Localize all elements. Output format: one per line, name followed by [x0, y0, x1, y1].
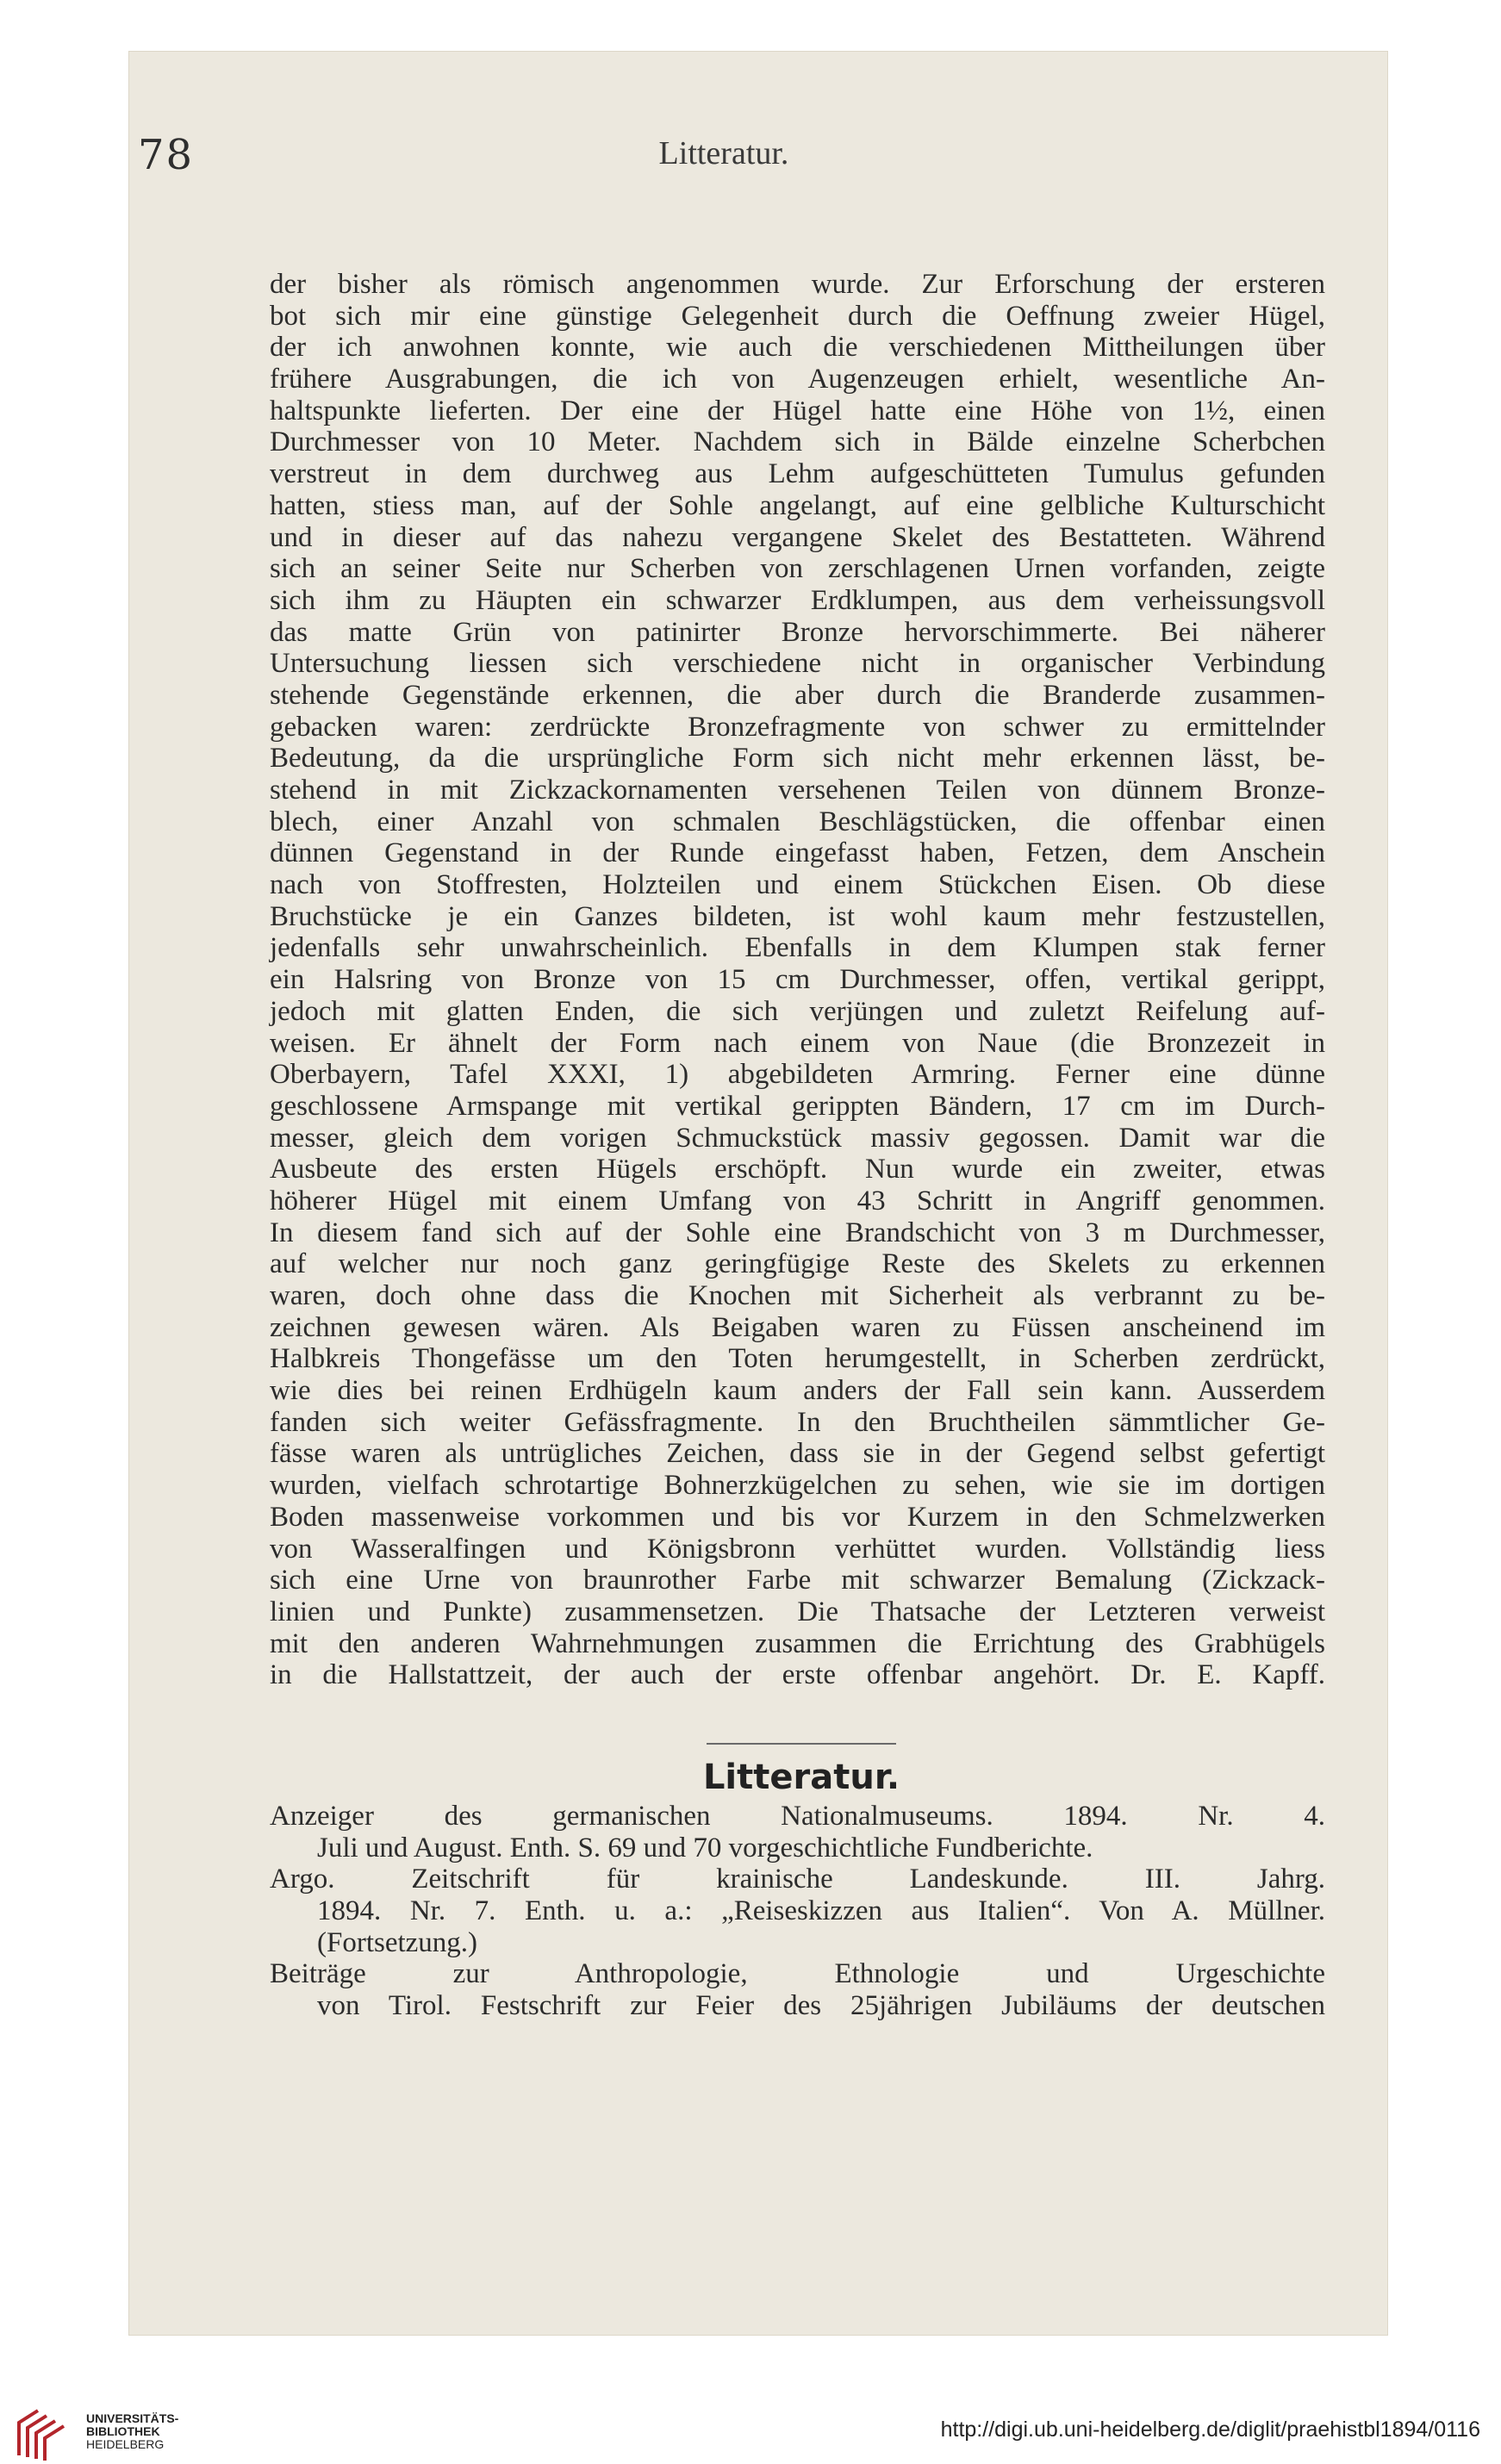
library-logo-icon [12, 2404, 72, 2464]
bibliography-entry [270, 1958, 1325, 2021]
bibliography-list [270, 1801, 1325, 2022]
text-line: sich eine Urne von braunrother Farbe mit schwarzer Bemalung (Zickzack- [270, 1565, 1325, 1596]
section-heading: Litteratur. [702, 1758, 900, 1797]
text-line: Bedeutung, da die ursprüngliche Form sich nicht mehr erkennen lässt, be- [270, 743, 1325, 775]
text-line: ein Halsring von Bronze von 15 cm Durchmesser, offen, vertikal gerippt, [270, 964, 1325, 996]
entry-line: Anzeiger des germanischen Nationalmuseums. 1894. Nr. 4. [270, 1801, 1325, 1832]
text-line: In diesem fand sich auf der Sohle eine Brandschicht von 3 m Durchmesser, [270, 1216, 1325, 1248]
text-line: und in dieser auf das nahezu vergangene Skelet des Bestatteten. Während [270, 521, 1325, 553]
text-line: Durchmesser von 10 Meter. Nachdem sich in Bälde einzelne Scherbchen [270, 426, 1325, 458]
entry-line: (Fortsetzung.) [317, 1926, 478, 1958]
text-line: der bisher als römisch angenommen wurde. Zur Erforschung der ersteren [270, 269, 1325, 300]
text-line: fässe waren als untrügliches Zeichen, dass sie in der Gegend selbst gefertigt [270, 1438, 1325, 1470]
text-line: haltspunkte lieferten. Der eine der Hügel hatte eine Höhe von 1½, einen [270, 395, 1325, 426]
text-line: mit den anderen Wahrnehmungen zusammen die Errichtung des Grabhügels [270, 1627, 1325, 1659]
text-line: messer, gleich dem vorigen Schmuckstück massiv gegossen. Damit war die [270, 1122, 1325, 1154]
text-line: zeichnen gewesen wären. Als Beigaben waren zu Füssen anscheinend im [270, 1311, 1325, 1343]
text-line: verstreut in dem durchweg aus Lehm aufgeschütteten Tumulus gefunden [270, 458, 1325, 490]
text-line: geschlossene Armspange mit vertikal gerippten Bändern, 17 cm im Durch- [270, 1090, 1325, 1122]
text-line: das matte Grün von patinirter Bronze hervorschimmerte. Bei näherer [270, 616, 1325, 648]
permalink-url[interactable]: http://digi.ub.uni-heidelberg.de/diglit/praehistbl1894/0116 [940, 2417, 1480, 2442]
library-name-line: HEIDELBERG [86, 2437, 165, 2451]
text-line: wurden, vielfach schrotartige Bohnerzkügelchen zu sehen, wie sie im dortigen [270, 1470, 1325, 1502]
bibliography-entry [270, 1864, 1325, 1958]
text-line: Halbkreis Thongefässe um den Toten herumgestellt, in Scherben zerdrückt, [270, 1343, 1325, 1375]
section-divider [707, 1743, 896, 1745]
text-line: jedoch mit glatten Enden, die sich verjüngen und zuletzt Reifelung auf- [270, 995, 1325, 1027]
page-number: 78 [138, 131, 195, 179]
entry-line: von Tirol. Festschrift zur Feier des 25jährigen Jubiläums der deutschen [317, 1990, 1325, 2022]
text-line: jedenfalls sehr unwahrscheinlich. Ebenfalls in dem Klumpen stak ferner [270, 932, 1325, 964]
text-line: Boden massenweise vorkommen und bis vor Kurzem in den Schmelzwerken [270, 1501, 1325, 1533]
text-line: sich ihm zu Häupten ein schwarzer Erdklumpen, aus dem verheissungsvoll [270, 584, 1325, 616]
text-line: gebacken waren: zerdrückte Bronzefragmente von schwer zu ermittelnder [270, 711, 1325, 743]
text-line: waren, doch ohne dass die Knochen mit Sicherheit als verbrannt zu be- [270, 1280, 1325, 1311]
text-line: Oberbayern, Tafel XXXI, 1) abgebildeten Armring. Ferner eine dünne [270, 1059, 1325, 1091]
text-line: frühere Ausgrabungen, die ich von Augenzeugen erhielt, wesentliche An- [270, 364, 1325, 395]
text-line: von Wasseralfingen und Königsbronn verhüttet wurden. Vollständig liess [270, 1533, 1325, 1565]
library-name-line: UNIVERSITÄTS- [86, 2411, 179, 2425]
library-name [86, 2412, 178, 2451]
text-line: auf welcher nur noch ganz geringfügige Reste des Skelets zu erkennen [270, 1248, 1325, 1280]
text-line: Bruchstücke je ein Ganzes bildeten, ist wohl kaum mehr festzustellen, [270, 900, 1325, 932]
article-body [270, 269, 1325, 1691]
entry-line: Argo. Zeitschrift für krainische Landeskunde. III. Jahrg. [270, 1864, 1325, 1895]
text-line: höherer Hügel mit einem Umfang von 43 Schritt in Angriff genommen. [270, 1185, 1325, 1216]
entry-line: 1894. Nr. 7. Enth. u. a.: „Reiseskizzen aus Italien“. Von A. Müllner. [317, 1895, 1325, 1927]
text-line: sich an seiner Seite nur Scherben von zerschlagenen Urnen vorfanden, zeigte [270, 553, 1325, 585]
text-line: weisen. Er ähnelt der Form nach einem von Naue (die Bronzezeit in [270, 1027, 1325, 1059]
text-line: blech, einer Anzahl von schmalen Beschlägstücken, die offenbar einen [270, 806, 1325, 837]
bibliography-entry [270, 1801, 1325, 1864]
text-line: nach von Stoffresten, Holzteilen und einem Stückchen Eisen. Ob diese [270, 869, 1325, 901]
text-line: der ich anwohnen konnte, wie auch die verschiedenen Mittheilungen über [270, 332, 1325, 364]
entry-line: Beiträge zur Anthropologie, Ethnologie und Urgeschichte [270, 1958, 1325, 1990]
text-line: Untersuchung liessen sich verschiedene nicht in organischer Verbindung [270, 648, 1325, 680]
text-line: dünnen Gegenstand in der Runde eingefasst haben, Fetzen, dem Anschein [270, 837, 1325, 869]
text-line: wie dies bei reinen Erdhügeln kaum anders der Fall sein kann. Ausserdem [270, 1375, 1325, 1407]
text-line: hatten, stiess man, auf der Sohle angelangt, auf eine gelbliche Kulturschicht [270, 489, 1325, 521]
text-line: stehende Gegenstände erkennen, die aber durch die Branderde zusammen- [270, 679, 1325, 711]
entry-line: Juli und August. Enth. S. 69 und 70 vorgeschichtliche Fundberichte. [317, 1832, 1093, 1864]
library-name-line: BIBLIOTHEK [86, 2424, 160, 2438]
text-line: Ausbeute des ersten Hügels erschöpft. Nun wurde ein zweiter, etwas [270, 1154, 1325, 1185]
text-line: bot sich mir eine günstige Gelegenheit durch die Oeffnung zweier Hügel, [270, 300, 1325, 332]
text-line: stehend in mit Zickzackornamenten versehenen Teilen von dünnem Bronze- [270, 775, 1325, 806]
text-line: linien und Punkte) zusammensetzen. Die Thatsache der Letzteren verweist [270, 1596, 1325, 1627]
running-head: Litteratur. [658, 135, 789, 171]
footer-bar [0, 2361, 1501, 2463]
text-line: fanden sich weiter Gefässfragmente. In den Bruchtheilen sämmtlicher Ge- [270, 1406, 1325, 1438]
text-line: in die Hallstattzeit, der auch der erste offenbar angehört. Dr. E. Kapff. [270, 1659, 1325, 1691]
